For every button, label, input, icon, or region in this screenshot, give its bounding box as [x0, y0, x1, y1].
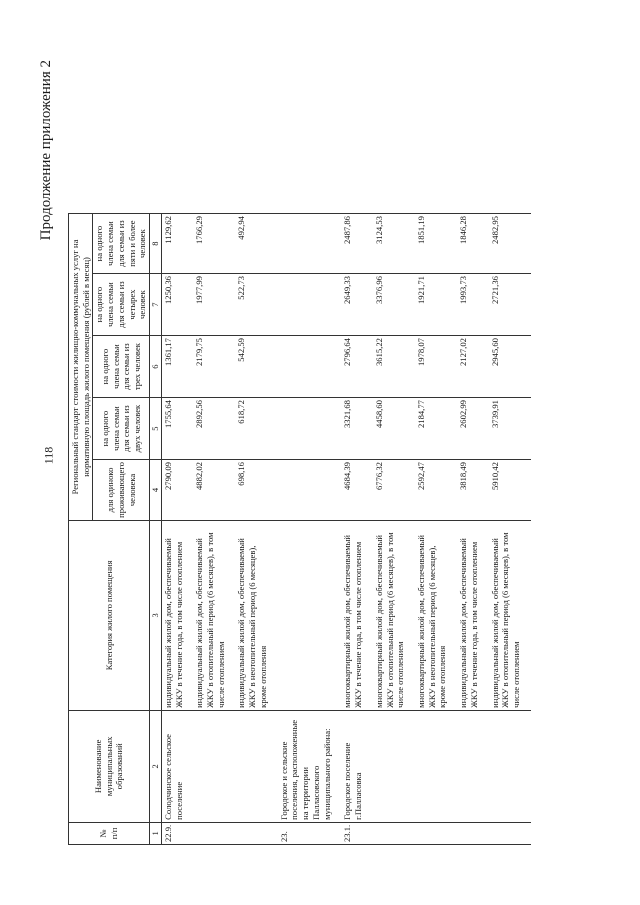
housing-category: индивидуальный жилой дом, обеспечиваемый ЖКУ в неотопительный период (6 месяцев), кроме отопления	[235, 520, 269, 710]
header-sub-5: на одного члена семьи для семьи из пяти и более человек	[93, 214, 150, 274]
index-cell: 6	[150, 336, 162, 398]
cost-value: 1921,71	[415, 274, 449, 336]
column-index-row	[150, 214, 162, 845]
cost-value: 4458,60	[373, 398, 407, 460]
cost-value: 1129,62	[161, 214, 185, 274]
municipality-name	[457, 710, 480, 822]
gap-cell	[365, 214, 373, 274]
gap-cell	[407, 822, 415, 844]
cost-value: 3615,22	[373, 336, 407, 398]
municipality-name: Городское поселение г.Палласовка	[341, 710, 364, 822]
row-number	[373, 822, 407, 844]
cost-value: 3376,96	[373, 274, 407, 336]
cost-value: 5910,42	[489, 460, 523, 521]
row-gap	[481, 214, 489, 845]
table-row	[373, 214, 407, 845]
gap-cell	[481, 398, 489, 460]
gap-cell	[449, 274, 457, 336]
gap-cell	[407, 710, 415, 822]
gap-cell	[333, 822, 341, 844]
cost-value: 2184,77	[415, 398, 449, 460]
header-sub-3: на одного члена семьи для семьи из трех человек	[93, 336, 150, 398]
gap-cell	[523, 214, 531, 274]
gap-cell	[407, 214, 415, 274]
row-number	[457, 822, 480, 844]
row-gap	[270, 214, 278, 845]
gap-cell	[270, 214, 278, 274]
row-gap	[407, 214, 415, 845]
gap-cell	[449, 520, 457, 710]
gap-cell	[270, 460, 278, 521]
gap-cell	[407, 336, 415, 398]
gap-cell	[185, 460, 193, 521]
gap-cell	[523, 520, 531, 710]
municipality-name	[373, 710, 407, 822]
gap-cell	[481, 274, 489, 336]
cost-value: 2487,86	[341, 214, 364, 274]
gap-cell	[523, 274, 531, 336]
cost-value: 3739,91	[489, 398, 523, 460]
gap-cell	[481, 822, 489, 844]
cost-value: 2482,95	[489, 214, 523, 274]
gap-cell	[449, 822, 457, 844]
gap-cell	[523, 336, 531, 398]
gap-cell	[185, 214, 193, 274]
row-number	[235, 822, 269, 844]
cost-value: 6776,32	[373, 460, 407, 521]
index-cell: 2	[150, 710, 162, 822]
cost-value: 2649,33	[341, 274, 364, 336]
gap-cell	[185, 520, 193, 710]
gap-cell	[270, 822, 278, 844]
housing-category: индивидуальный жилой дом, обеспечиваемый ЖКУ в течение года, в том числе отоплением	[161, 520, 185, 710]
row-number: 23.1.	[341, 822, 364, 844]
cost-value: 2592,47	[415, 460, 449, 521]
table-row	[457, 214, 480, 845]
gap-cell	[333, 398, 341, 460]
cost-value: 3321,68	[341, 398, 364, 460]
table-row	[193, 214, 227, 845]
gap-cell	[365, 460, 373, 521]
table-row	[341, 214, 364, 845]
row-number: 23.	[278, 822, 334, 844]
gap-cell	[481, 520, 489, 710]
gap-cell	[481, 460, 489, 521]
gap-cell	[523, 710, 531, 822]
index-cell: 4	[150, 460, 162, 521]
cost-value: 2602,99	[457, 398, 480, 460]
cost-value: 1851,19	[415, 214, 449, 274]
gap-cell	[481, 214, 489, 274]
gap-cell	[185, 710, 193, 822]
gap-cell	[523, 460, 531, 521]
cost-value: 4684,39	[341, 460, 364, 521]
gap-cell	[185, 822, 193, 844]
gap-cell	[333, 460, 341, 521]
tariff-table	[68, 213, 531, 845]
index-cell: 7	[150, 274, 162, 336]
page-number: 118	[41, 446, 56, 465]
cost-value	[278, 214, 334, 274]
header-standard: Региональный стандарт стоимости жилищно-коммунальных услуг на нормативную площадь жилого помещения (рублей в месяц)	[69, 214, 93, 521]
table-row	[235, 214, 269, 845]
row-gap	[185, 214, 193, 845]
gap-cell	[227, 460, 235, 521]
gap-cell	[185, 336, 193, 398]
cost-value: 1361,17	[161, 336, 185, 398]
gap-cell	[481, 336, 489, 398]
index-cell: 3	[150, 520, 162, 710]
gap-cell	[227, 274, 235, 336]
housing-category	[278, 520, 334, 710]
cost-value: 3818,49	[457, 460, 480, 521]
gap-cell	[185, 274, 193, 336]
gap-cell	[227, 214, 235, 274]
table-row	[161, 214, 185, 845]
index-cell: 5	[150, 398, 162, 460]
cost-value: 492,94	[235, 214, 269, 274]
municipality-name	[193, 710, 227, 822]
gap-cell	[227, 398, 235, 460]
gap-cell	[270, 336, 278, 398]
gap-cell	[333, 710, 341, 822]
gap-cell	[365, 398, 373, 460]
table-row	[489, 214, 523, 845]
gap-cell	[449, 460, 457, 521]
housing-category: многоквартирный жилой дом, обеспечиваемый ЖКУ в неотопительный период (6 месяцев), кроме отопления	[415, 520, 449, 710]
cost-value: 698,16	[235, 460, 269, 521]
gap-cell	[407, 520, 415, 710]
cost-value: 1766,29	[193, 214, 227, 274]
gap-cell	[227, 822, 235, 844]
housing-category: индивидуальный жилой дом, обеспечиваемый ЖКУ в отопительный период (6 месяцев), в том числе отоплением	[489, 520, 523, 710]
cost-value: 3124,53	[373, 214, 407, 274]
cost-value: 2892,56	[193, 398, 227, 460]
cost-value: 4882,02	[193, 460, 227, 521]
cost-value: 2179,75	[193, 336, 227, 398]
gap-cell	[407, 274, 415, 336]
row-number	[415, 822, 449, 844]
gap-cell	[449, 336, 457, 398]
row-gap	[227, 214, 235, 845]
table-body	[161, 214, 531, 845]
municipality-name: Солодчинское сельское поселение	[161, 710, 185, 822]
row-gap	[365, 214, 373, 845]
cost-value: 1755,64	[161, 398, 185, 460]
gap-cell	[449, 214, 457, 274]
housing-category: индивидуальный жилой дом, обеспечиваемый ЖКУ в течение года, в том числе отоплением	[457, 520, 480, 710]
gap-cell	[407, 398, 415, 460]
cost-value: 1250,36	[161, 274, 185, 336]
cost-value: 2127,02	[457, 336, 480, 398]
gap-cell	[227, 336, 235, 398]
cost-value	[278, 336, 334, 398]
housing-category: многоквартирный жилой дом, обеспечиваемый ЖКУ в отопительный период (6 месяцев), в том числе отоплением	[373, 520, 407, 710]
gap-cell	[365, 822, 373, 844]
municipality-name	[489, 710, 523, 822]
gap-cell	[270, 274, 278, 336]
cost-value: 2790,09	[161, 460, 185, 521]
housing-category: многоквартирный жилой дом, обеспечиваемый ЖКУ в течение года, в том числе отоплением	[341, 520, 364, 710]
gap-cell	[523, 398, 531, 460]
gap-cell	[270, 710, 278, 822]
gap-cell	[333, 520, 341, 710]
cost-value: 1993,73	[457, 274, 480, 336]
cost-value: 618,72	[235, 398, 269, 460]
gap-cell	[270, 520, 278, 710]
gap-cell	[333, 274, 341, 336]
gap-cell	[365, 274, 373, 336]
index-cell: 8	[150, 214, 162, 274]
gap-cell	[449, 710, 457, 822]
cost-value: 542,59	[235, 336, 269, 398]
cost-value: 522,73	[235, 274, 269, 336]
gap-cell	[365, 520, 373, 710]
header-name: Наименование муниципальных образований	[69, 710, 150, 822]
header-sub-2: на одного члена семьи для семьи из двух человек	[93, 398, 150, 460]
gap-cell	[333, 336, 341, 398]
cost-value	[278, 398, 334, 460]
cost-value: 1978,07	[415, 336, 449, 398]
cost-value: 1977,99	[193, 274, 227, 336]
row-gap	[449, 214, 457, 845]
table-row	[278, 214, 334, 845]
municipality-name: Городское и сельские поселения, расположенные на территории Палласовского муниципального района:	[278, 710, 334, 822]
gap-cell	[449, 398, 457, 460]
cost-value: 2721,36	[489, 274, 523, 336]
gap-cell	[407, 460, 415, 521]
appendix-title: Продолжение приложения 2	[38, 60, 54, 241]
cost-value	[278, 460, 334, 521]
gap-cell	[365, 710, 373, 822]
header-sub-1: для одиноко проживающего человека	[93, 460, 150, 521]
housing-category: индивидуальный жилой дом, обеспечиваемый ЖКУ в отопительный период (6 месяцев), в том числе отоплением	[193, 520, 227, 710]
gap-cell	[365, 336, 373, 398]
gap-cell	[333, 214, 341, 274]
header-no: № п/п	[69, 822, 150, 844]
row-gap	[333, 214, 341, 845]
cost-value: 2796,64	[341, 336, 364, 398]
cost-value: 1846,28	[457, 214, 480, 274]
row-gap	[523, 214, 531, 845]
header-sub-4: на одного члена семьи для семьи из четырех человек	[93, 274, 150, 336]
row-number	[193, 822, 227, 844]
cost-value: 2945,60	[489, 336, 523, 398]
header-category: Категория жилого помещения	[69, 520, 150, 710]
municipality-name	[235, 710, 269, 822]
gap-cell	[481, 710, 489, 822]
gap-cell	[227, 710, 235, 822]
gap-cell	[227, 520, 235, 710]
row-number	[489, 822, 523, 844]
gap-cell	[523, 822, 531, 844]
table-row	[415, 214, 449, 845]
cost-value	[278, 274, 334, 336]
gap-cell	[185, 398, 193, 460]
gap-cell	[270, 398, 278, 460]
municipality-name	[415, 710, 449, 822]
row-number: 22.9.	[161, 822, 185, 844]
index-cell: 1	[150, 822, 162, 844]
